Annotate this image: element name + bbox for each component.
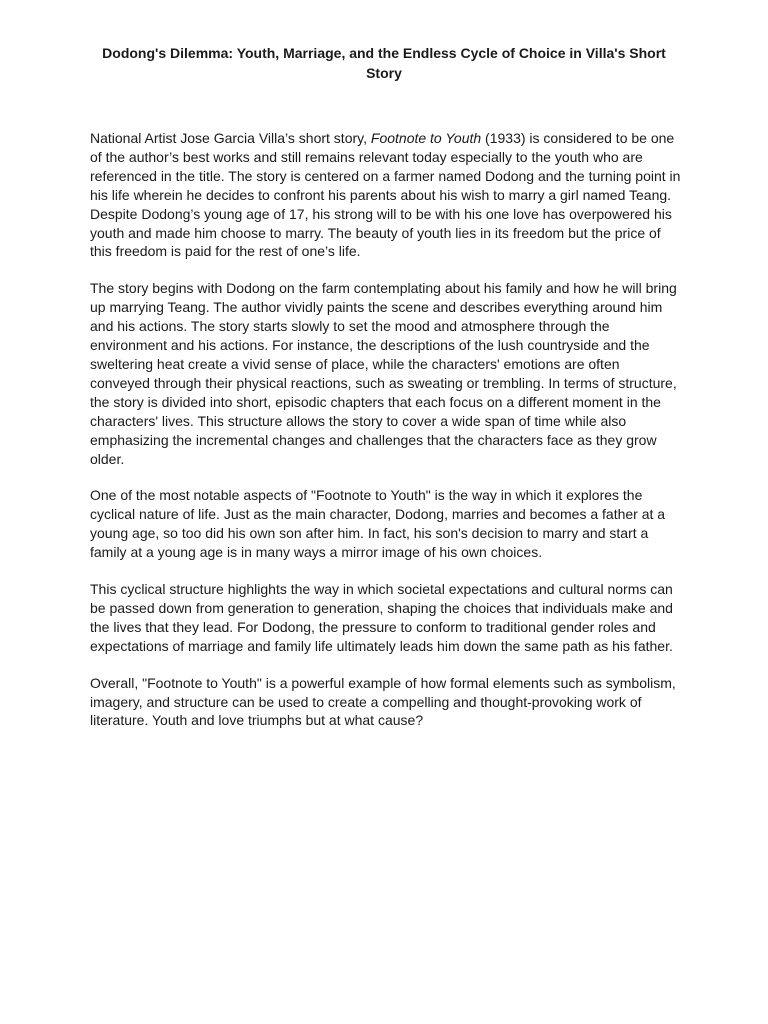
paragraph-3: One of the most notable aspects of "Footnote to Youth" is the way in which it explores the cyclical nature of life. Just as the main character, Dodong, marries and becomes a father at a young age, so too did his own son after him. In fact, his son's decision to marry and start a family at a young age is in many ways a mirror image of his own choices.: [90, 487, 666, 561]
paragraph-4: This cyclical structure highlights the way in which societal expectations and cultural norms can be passed down from generation to generation, shaping the choices that individuals make and the lives that they lead. For Dodong, the pressure to conform to traditional gender roles and expectations of marriage and family life ultimately leads him down the same path as his father.: [90, 581, 673, 654]
paragraph-1-rest: (1933) is considered to be one of the author’s best works and still remains relevant today especially to the youth who are referenced in the title. The story is centered on a farmer named Dodong and the turning point in his life wherein he decides to confront his parents about his wish to marry a girl named Teang. Despite Dodong’s young age of 17, his strong will to be with his one love has overpowered his youth and made him choose to marry. The beauty of youth lies in its freedom but the price of this freedom is paid for the rest of one’s life.: [90, 130, 681, 260]
paragraph-1-intro: National Artist Jose Garcia Villa’s short story,: [90, 130, 371, 146]
document-body: [90, 129, 682, 748]
story-title-italic: Footnote to Youth: [370, 130, 482, 146]
document-title: Dodong's Dilemma: Youth, Marriage, and the Endless Cycle of Choice in Villa's Short Story: [102, 45, 666, 81]
paragraph-2: The story begins with Dodong on the farm contemplating about his family and how he will bring up marrying Teang. The author vividly paints the scene and describes everything around him and his actions. The story starts slowly to set the mood and atmosphere through the environment and his actions. For instance, the descriptions of the lush countryside and the sweltering heat create a vivid sense of place, while the characters' emotions are often conveyed through their physical reactions, such as sweating or trembling. In terms of structure, the story is divided into short, episodic chapters that each focus on a different moment in the characters' lives. This structure allows the story to cover a wide span of time while also emphasizing the incremental changes and challenges that the characters face as they grow older.: [90, 280, 677, 467]
paragraph-1: [90, 129, 682, 261]
paragraph-5: Overall, "Footnote to Youth" is a powerful example of how formal elements such as symbolism, imagery, and structure can be used to create a compelling and thought-provoking work of literature. Youth and love triumphs but at what cause?: [90, 674, 676, 729]
